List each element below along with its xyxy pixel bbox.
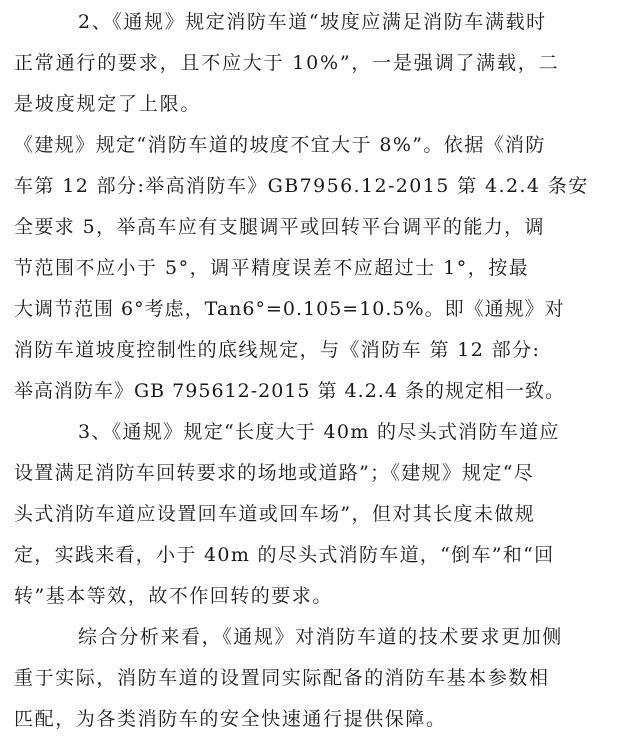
- text-line: 消防车道坡度控制性的底线规定，与《消防车 第 12 部分:: [14, 339, 541, 361]
- text-line: 转”基本等效，故不作回转的要求。: [14, 585, 333, 607]
- text-line: 正常通行的要求，且不应大于 10%”，一是强调了满载，二: [14, 52, 560, 74]
- text-line: 举高消防车》GB 795612-2015 第 4.2.4 条的规定相一致。: [14, 380, 565, 402]
- text-line: 3、《通规》规定“长度大于 40m 的尽头式消防车道应: [78, 421, 560, 443]
- text-line: 综合分析来看，《通规》对消防车道的技术要求更加侧: [78, 626, 563, 648]
- text-line: 《建规》规定“消防车道的坡度不宜大于 8%”。依据《消防: [14, 134, 546, 156]
- text-line: 大调节范围 6°考虑，Tan6°=0.105=10.5%。即《通规》对: [14, 298, 565, 320]
- text-line: 是坡度规定了上限。: [14, 93, 202, 115]
- text-line: 定，实践来看，小于 40m 的尽头式消防车道，“倒车”和“回: [14, 544, 555, 566]
- text-line: 重于实际，消防车道的设置同实际配备的消防车基本参数相: [14, 667, 550, 689]
- text-line: 全要求 5，举高车应有支腿调平或回转平台调平的能力，调: [14, 216, 545, 238]
- text-line: 头式消防车道应设置回车道或回车场”，但对其长度未做规: [14, 503, 536, 525]
- text-line: 设置满足消防车回转要求的场地或道路”；《建规》规定“尽: [14, 462, 535, 484]
- text-line: 节范围不应小于 5°，调平精度误差不应超过士 1°，按最: [14, 257, 530, 279]
- text-line: 车第 12 部分:举高消防车》GB7956.12-2015 第 4.2.4 条安: [14, 175, 589, 197]
- text-line: 匹配，为各类消防车的安全快速通行提供保障。: [14, 708, 447, 730]
- text-line: 2、《通规》规定消防车道“坡度应满足消防车满载时: [78, 11, 547, 33]
